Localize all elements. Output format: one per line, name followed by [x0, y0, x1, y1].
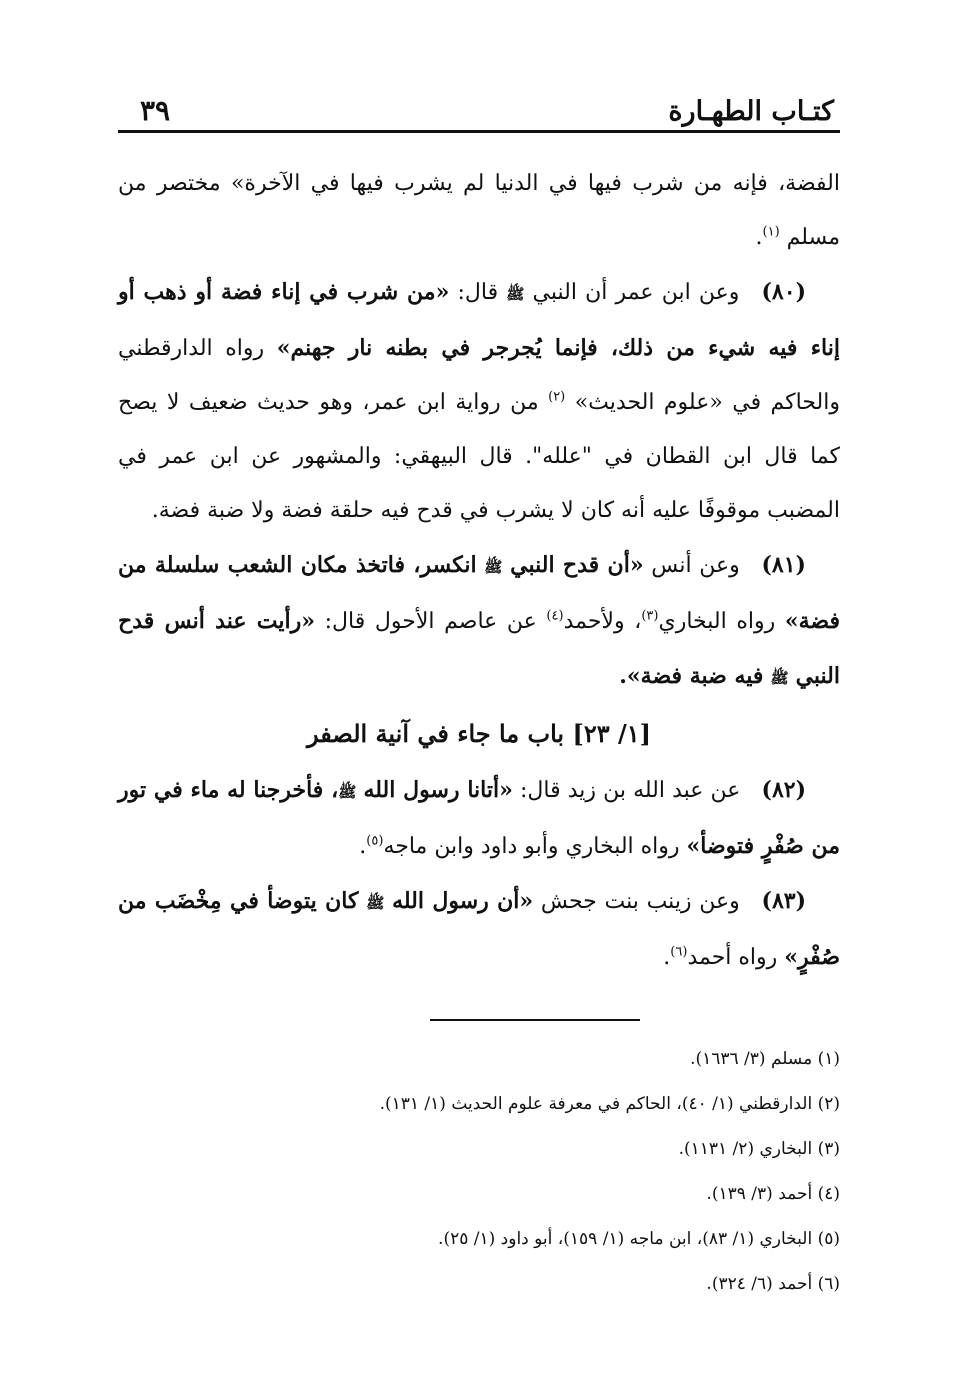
footnotes: [118, 1037, 840, 1307]
page-number: ٣٩: [140, 94, 171, 127]
hadith-text: عن عبد الله بن زيد قال:: [519, 778, 741, 803]
punctuation: .: [359, 834, 367, 859]
hadith-quote: «أن قدح النبي: [510, 552, 644, 578]
footnote-ref: (٥): [366, 833, 384, 849]
hadith-quote: «أن رسول الله: [392, 888, 534, 914]
hadith-text: عن عاصم الأحول قال:: [324, 609, 537, 634]
hadith-80: [118, 265, 840, 538]
footnote: (٦) أحمد (٦/ ٣٢٤).: [706, 1274, 840, 1294]
hadith-number: (٨٢): [761, 777, 807, 803]
hadith-text: رواه أحمد: [687, 945, 778, 970]
hadith-83: [118, 874, 840, 985]
hadith-81: [118, 538, 840, 705]
footnote: (٥) البخاري (١/ ٨٣)، ابن ماجه (١/ ١٥٩)، أبو داود (١/ ٢٥).: [438, 1229, 840, 1249]
footnote-ref: (٦): [670, 944, 688, 960]
hadith-quote: «من شرب في إناء فضة أو ذهب أو إناء فيه شيء من ذلك، فإنما يُجرجر في بطنه نار جهنم»: [118, 279, 840, 361]
hadith-text: من رواية ابن عمر، وهو حديث ضعيف لا يصح كما قال ابن القطان في "علله". قال البيهقي: والمشهور عن ابن عمر في المضبب موقوفًا عليه أنه كان لا يشرب في قدح فيه حلقة فضة ولا ضبة فضة.: [118, 390, 840, 523]
punctuation: .: [663, 945, 671, 970]
running-header: [118, 92, 840, 133]
footnote: (٣) البخاري (٢/ ١١٣١).: [678, 1139, 840, 1159]
hadith-text: قال:: [457, 280, 499, 305]
footnote-ref: (٤): [546, 608, 564, 624]
hadith-quote: «أتانا رسول الله: [363, 777, 513, 803]
footnote-ref: (٣): [641, 608, 659, 624]
hadith-quote: «رأيت عند أنس قدح النبي: [118, 608, 840, 689]
hadith-text: وعن ابن عمر أن النبي: [532, 280, 740, 305]
footnote-ref: (٢): [548, 389, 566, 405]
footnote: (٤) أحمد (٣/ ١٣٩).: [706, 1184, 840, 1204]
footnote-separator: [430, 1019, 640, 1021]
salutation-glyph: ﷺ: [338, 783, 357, 801]
hadith-quote: ، فأخرجنا له ماء في تور من صُفْرٍ فتوضأ»: [118, 777, 840, 859]
hadith-quote: انكسر، فاتخذ مكان الشعب سلسلة من فضة»: [118, 552, 840, 634]
hadith-number: (٨٠): [761, 279, 806, 305]
salutation-glyph: ﷺ: [484, 558, 503, 576]
salutation-glyph: ﷺ: [366, 894, 385, 912]
paragraph-continuation: الفضة، فإنه من شرب فيها في الدنيا لم يشرب فيها في الآخرة» مختصر من مسلم $^{(١)}$.: [118, 171, 840, 250]
book-page: [118, 92, 840, 1307]
hadith-text: ، ولأحمد: [563, 609, 642, 634]
book-title: كتـاب الطهـارة: [668, 96, 834, 127]
hadith-quote: فيه ضبة فضة».: [619, 663, 764, 689]
hadith-text: وعن أنس: [651, 553, 740, 578]
hadith-text: رواه الدارقطني والحاكم في «علوم الحديث»: [118, 336, 841, 415]
footnote: (٢) الدارقطني (١/ ٤٠)، الحاكم في معرفة علوم الحديث (١/ ١٣١).: [379, 1094, 840, 1114]
hadith-text: رواه البخاري: [658, 609, 776, 634]
footnote: (١) مسلم (٣/ ١٦٣٦).: [690, 1049, 840, 1069]
hadith-text: وعن زينب بنت جحش: [540, 889, 740, 914]
main-text: [118, 157, 840, 985]
salutation-glyph: ﷺ: [770, 669, 789, 687]
salutation-glyph: ﷺ: [506, 285, 525, 303]
paragraph-text: الفضة، فإنه من شرب فيها في الدنيا لم يشرب فيها في الآخرة» مختصر من مسلم: [118, 171, 840, 250]
hadith-number: (٨١): [761, 552, 806, 578]
hadith-number: (٨٣): [761, 888, 807, 914]
hadith-text: رواه البخاري وأبو داود وابن ماجه: [383, 834, 680, 859]
chapter-heading: [١/ ٢٣] باب ما جاء في آنية الصفر: [307, 719, 651, 748]
hadith-quote: كان يتوضأ في مِخْضَب من صُفْرٍ»: [118, 888, 840, 970]
hadith-82: [118, 763, 840, 874]
footnote-ref: (١): [762, 224, 780, 240]
